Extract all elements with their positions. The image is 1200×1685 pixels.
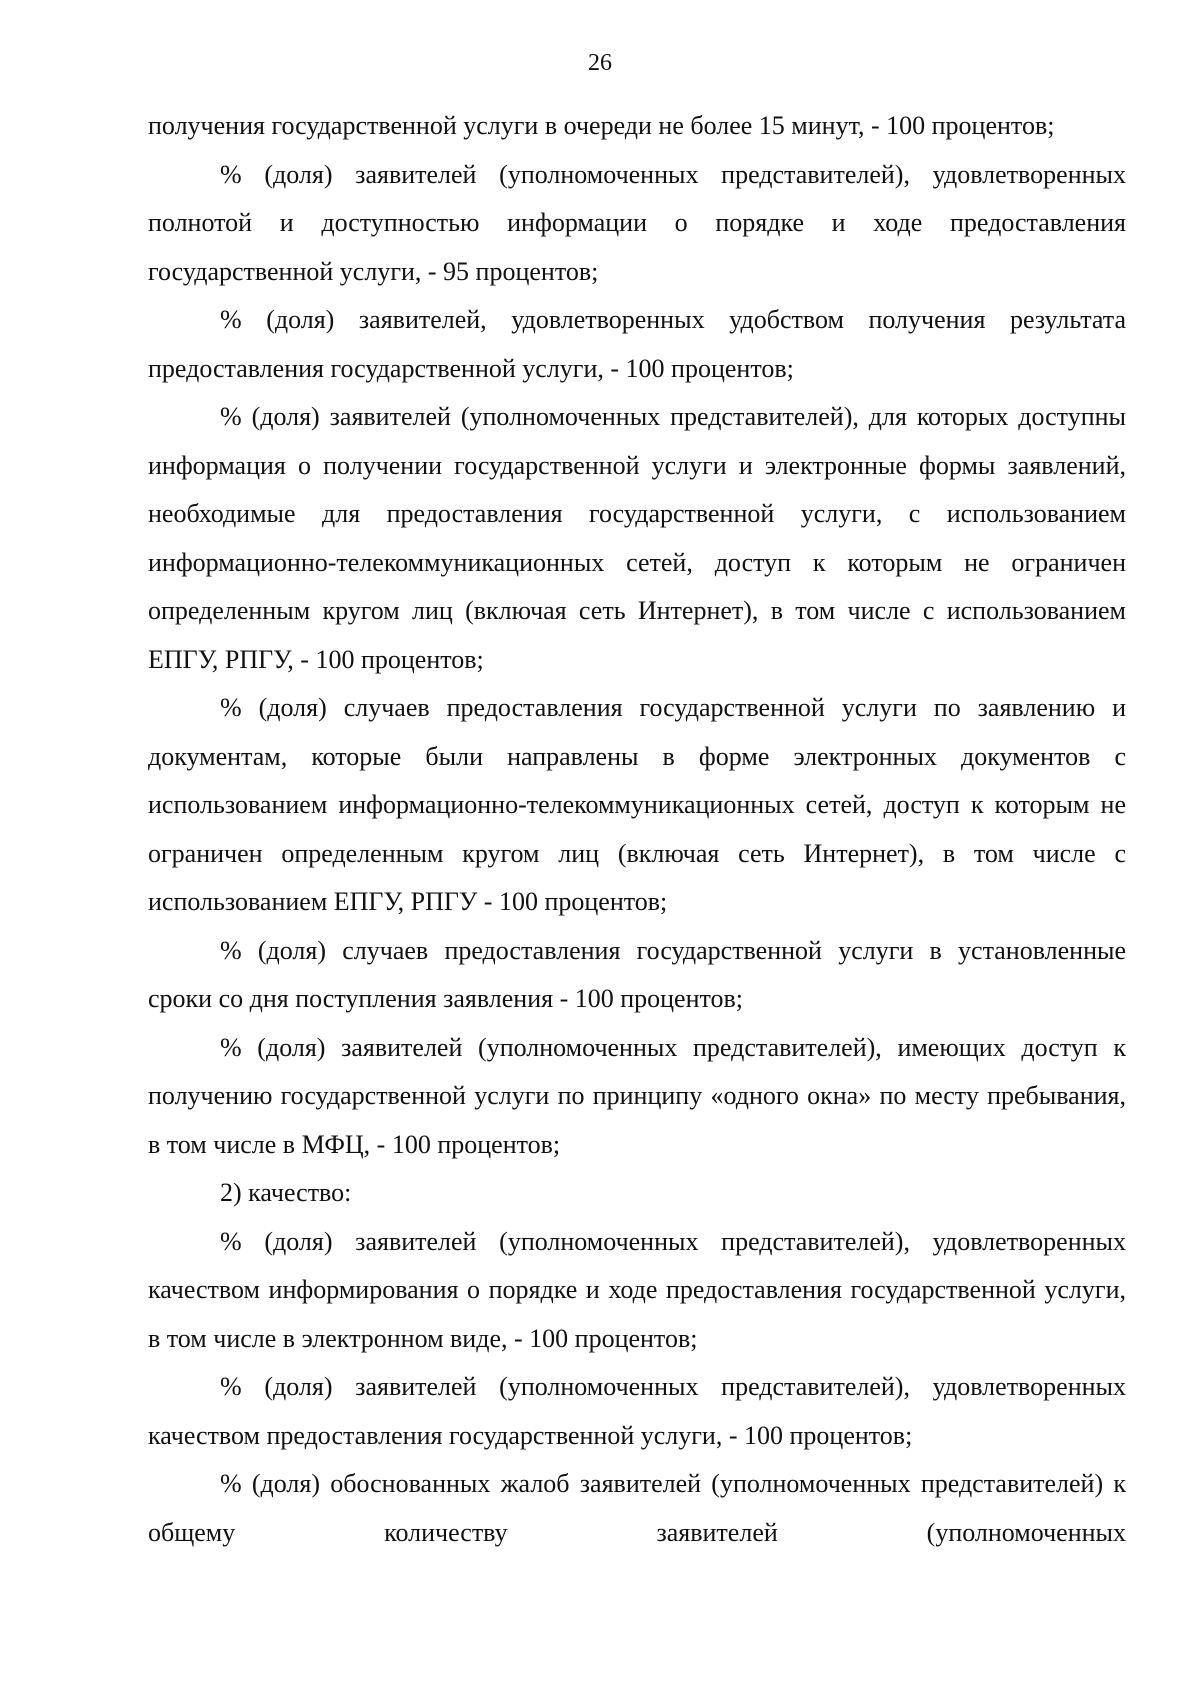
paragraph-quality-heading: 2) качество: — [220, 1178, 352, 1207]
paragraph-continuation: получения государственной услуги в очереди не более 15 минут, - 100 процентов; — [148, 111, 1055, 140]
page-number: 26 — [588, 50, 612, 76]
paragraph-complaints: % (доля) обоснованных жалоб заявителей (уполномоченных представителей) к общему количеству заявителей (уполномоченных — [148, 1469, 1126, 1547]
paragraph-deadlines: % (доля) случаев предоставления государственной услуги в установленные сроки со дня поступления заявления - 100 процентов; — [148, 935, 1126, 1013]
paragraph-result-convenience: % (доля) заявителей, удовлетворенных удобством получения результата предоставления государственной услуги, - 100 процентов; — [148, 305, 1126, 383]
paragraph-information-quality: % (доля) заявителей (уполномоченных представителей), удовлетворенных качеством информирования о порядке и ходе предоставления государственной услуги, в том числе в электронном виде, - 100 процентов; — [148, 1226, 1126, 1353]
paragraph-service-quality: % (доля) заявителей (уполномоченных представителей), удовлетворенных качеством предоставления государственной услуги, - 100 процентов; — [148, 1372, 1126, 1450]
document-body — [148, 102, 1126, 1557]
paragraph-one-window-access: % (доля) заявителей (уполномоченных представителей), имеющих доступ к получению государственной услуги по принципу «одного окна» по месту пребывания, в том числе в МФЦ, - 100 процентов; — [148, 1032, 1126, 1159]
paragraph-electronic-forms-access: % (доля) заявителей (уполномоченных представителей), для которых доступны информация о получении государственной услуги и электронные формы заявлений, необходимые для предоставления государственной услуги, с использованием информационно-телекоммуникационных сетей, доступ к которым не ограничен определенным кругом лиц (включая сеть Интернет), в том числе с использованием ЕПГУ, РПГУ, - 100 процентов; — [148, 402, 1126, 674]
paragraph-electronic-documents: % (доля) случаев предоставления государственной услуги по заявлению и документам, которые были направлены в форме электронных документов с использованием информационно-телекоммуникационных сетей, доступ к которым не ограничен определенным кругом лиц (включая сеть Интернет), в том числе с использованием ЕПГУ, РПГУ - 100 процентов; — [148, 693, 1126, 916]
paragraph-information-completeness: % (доля) заявителей (уполномоченных представителей), удовлетворенных полнотой и доступностью информации о порядке и ходе предоставления государственной услуги, - 95 процентов; — [148, 159, 1126, 286]
